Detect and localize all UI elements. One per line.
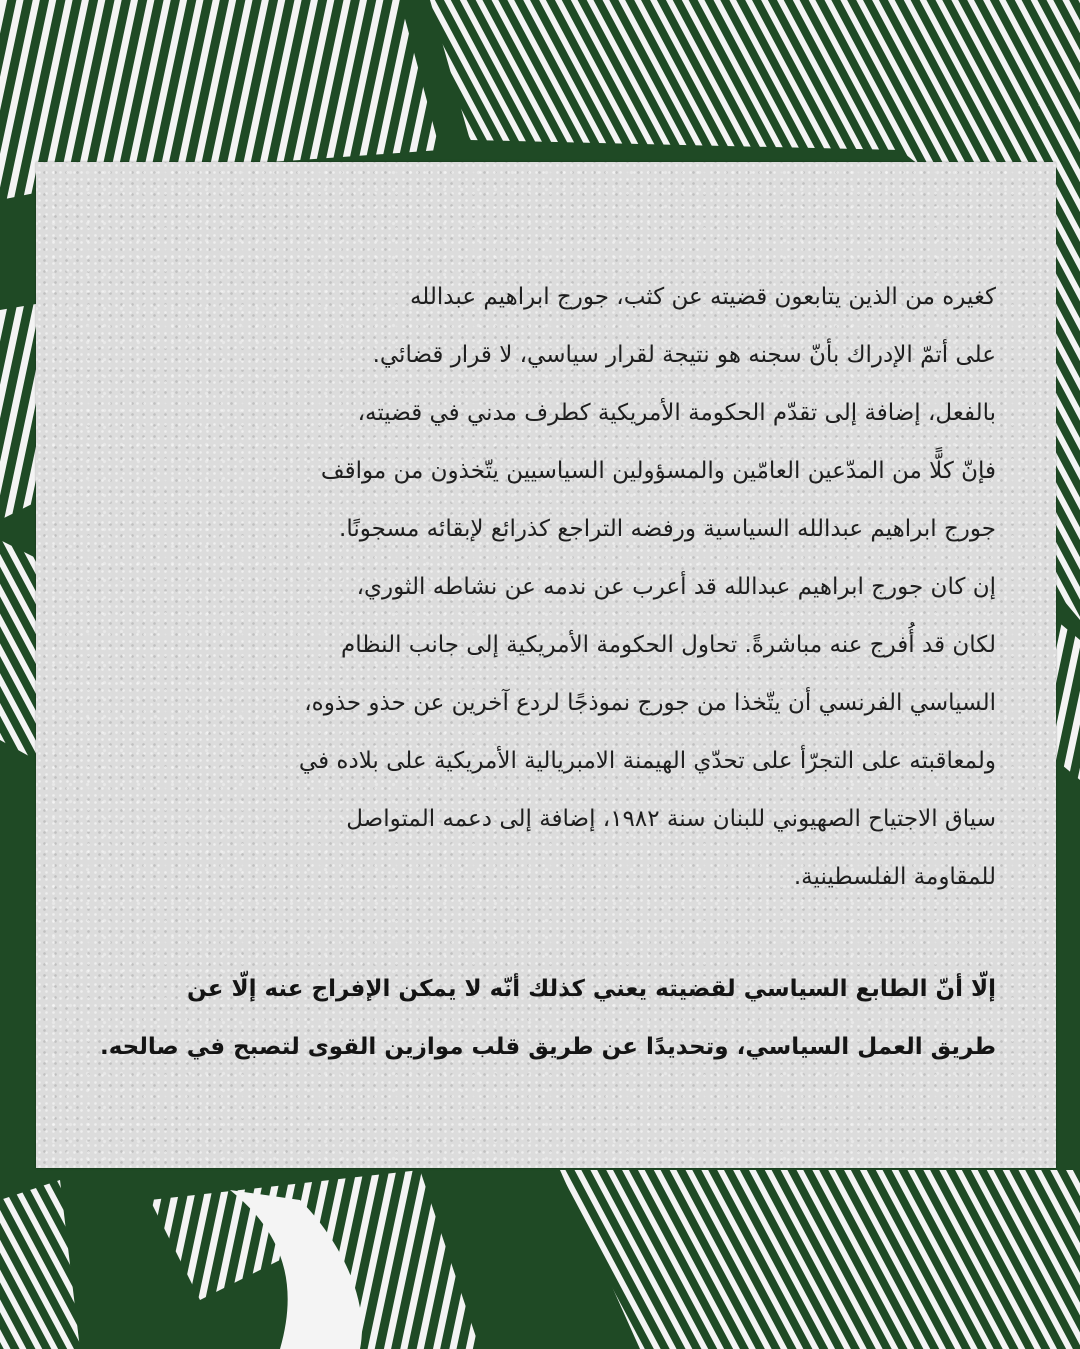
text-line: فإنّ كلًّا من المدّعين العامّين والمسؤولين السياسيين يتّخذون من مواقف [320,458,996,484]
text-line: على أتمّ الإدراك بأنّ سجنه هو نتيجة لقرار سياسي، لا قرار قضائي. [372,342,996,368]
text-line: لكان قد أُفرج عنه مباشرةً. تحاول الحكومة الأمريكية إلى جانب النظام [341,632,996,658]
text-line: كغيره من الذين يتابعون قضيته عن كثب، جورج ابراهيم عبدالله [409,284,996,310]
text-line: سياق الاجتياح الصهيوني للبنان سنة ١٩٨٢، إضافة إلى دعمه المتواصل [346,806,996,832]
text-line: إن كان جورج ابراهيم عبدالله قد أعرب عن ندمه عن نشاطه الثوري، [356,574,996,600]
text-line: بالفعل، إضافة إلى تقدّم الحكومة الأمريكية كطرف مدني في قضيته، [357,400,996,426]
text-line: جورج ابراهيم عبدالله السياسية ورفضه التراجع كذرائع لإبقائه مسجونًا. [339,516,996,542]
text-line: للمقاومة الفلسطينية. [793,864,996,890]
text-line: إلّا أنّ الطابع السياسي لقضيته يعني كذلك أنّه لا يمكن الإفراج عنه إلّا عن [187,976,996,1002]
text-line: ولمعاقبته على التجرّأ على تحدّي الهيمنة الامبريالية الأمريكية على بلاده في [298,748,996,774]
text-line: طريق العمل السياسي، وتحديدًا عن طريق قلب موازين القوى لتصبح في صالحه. [99,1034,996,1060]
text-line: السياسي الفرنسي أن يتّخذا من جورج نموذجًا لردع آخرين عن حذو حذوه، [304,690,996,716]
paragraph-1 [116,268,996,906]
paragraph-2 [99,960,996,1076]
